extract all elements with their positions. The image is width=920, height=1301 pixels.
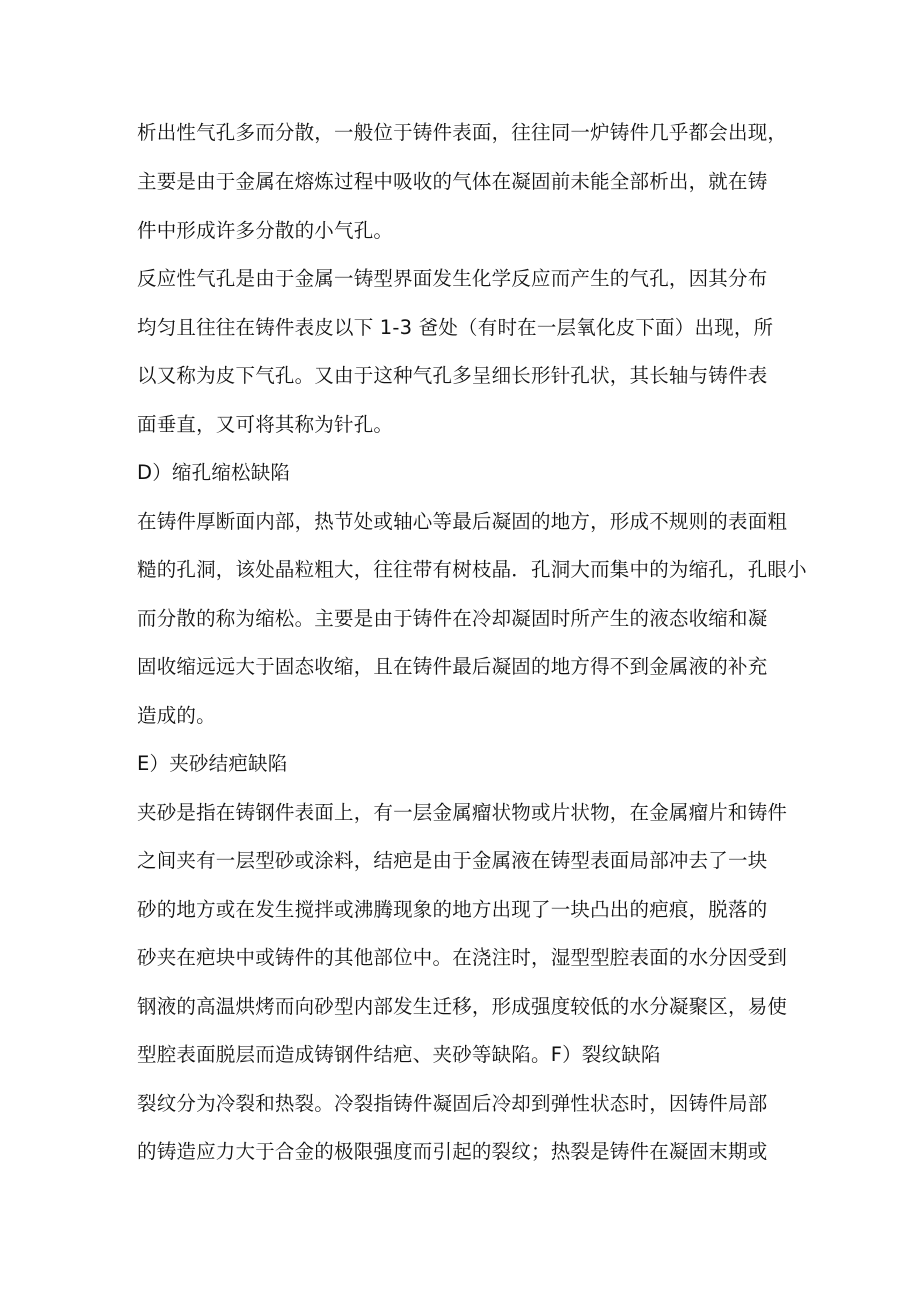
text-line-1: 析出性气孔多而分散，一般位于铸件表面，往往同一炉铸件几乎都会出现， [137, 121, 788, 144]
text-line-19: 钢液的高温烘烤而向砂型内部发生迁移，形成强度较低的水分凝聚区，易使 [137, 995, 788, 1018]
text-line-9: 在铸件厚断面内部，热节处或轴心等最后凝固的地方，形成不规则的表面粗 [137, 510, 788, 533]
text-line-20: 型腔表面脱层而造成铸钢件结疤、夹砂等缺陷。F）裂纹缺陷 [137, 1043, 661, 1066]
text-line-21: 裂纹分为冷裂和热裂。冷裂指铸件凝固后冷却到弹性状态时，因铸件局部 [137, 1092, 768, 1115]
text-line-12: 固收缩远远大于固态收缩，且在铸件最后凝固的地方得不到金属液的补充 [137, 655, 768, 678]
text-line-22: 的铸造应力大于合金的极限强度而引起的裂纹；热裂是铸件在凝固末期或 [137, 1140, 768, 1163]
text-line-17: 砂的地方或在发生搅拌或沸腾现象的地方出现了一块凸出的疤痕，脱落的 [137, 898, 768, 921]
text-line-18: 砂夹在疤块中或铸件的其他部位中。在浇注时，湿型型腔表面的水分因受到 [137, 946, 788, 969]
text-line-11: 而分散的称为缩松。主要是由于铸件在冷却凝固时所产生的液态收缩和凝 [137, 607, 768, 630]
text-line-6: 以又称为皮下气孔。又由于这种气孔多呈细长形针孔状，其长轴与铸件表 [137, 364, 768, 387]
text-line-2: 主要是由于金属在熔炼过程中吸收的气体在凝固前未能全部析出，就在铸 [137, 170, 768, 193]
text-line-15: 夹砂是指在铸钢件表面上，有一层金属瘤状物或片状物，在金属瘤片和铸件 [137, 801, 788, 824]
text-line-13: 造成的。 [137, 704, 216, 727]
text-line-4: 反应性气孔是由于金属一铸型界面发生化学反应而产生的气孔，因其分布 [137, 267, 768, 290]
text-line-5: 均匀且往往在铸件表皮以下 1-3 爸处（有时在一层氧化皮下面）出现，所 [137, 316, 774, 339]
text-line-7: 面垂直，又可将其称为针孔。 [137, 413, 394, 436]
text-line-3: 件中形成许多分散的小气孔。 [137, 219, 394, 242]
section-heading-e: E）夹砂结疤缺陷 [137, 752, 288, 775]
section-heading-d: D）缩孔缩松缺陷 [137, 461, 291, 484]
text-line-10: 糙的孔洞，该处晶粒粗大，往往带有树枝晶．孔洞大而集中的为缩孔，孔眼小 [137, 558, 807, 581]
text-line-16: 之间夹有一层型砂或涂料，结疤是由于金属液在铸型表面局部冲去了一块 [137, 849, 768, 872]
